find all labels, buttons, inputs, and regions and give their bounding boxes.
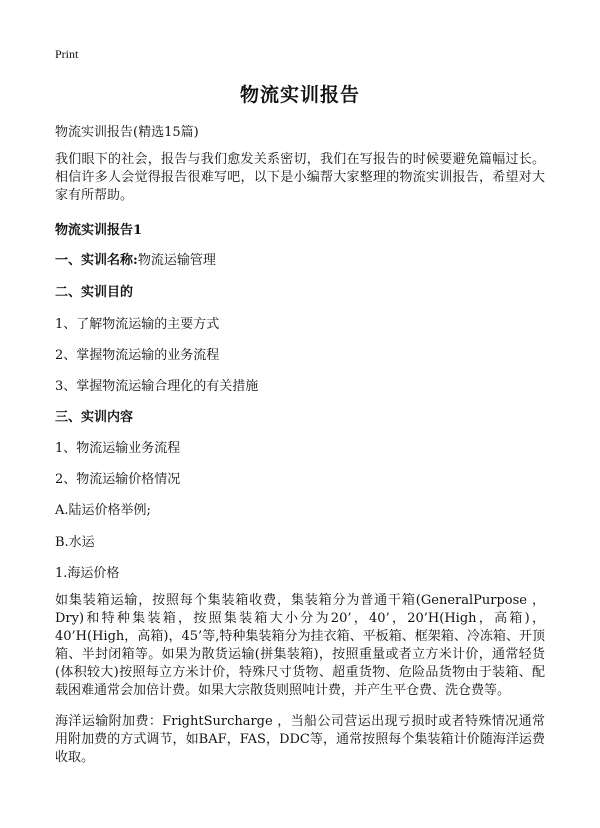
intro-paragraph: 我们眼下的社会，报告与我们愈发关系密切，我们在写报告的时候要避免篇幅过长。相信许多人会觉得报告很难写吧，以下是小编帮大家整理的物流实训报告，希望对大家有所帮助。 bbox=[55, 152, 545, 203]
section1-value: 物流运输管理 bbox=[137, 253, 216, 268]
goal-item: 1、了解物流运输的主要方式 bbox=[55, 317, 220, 332]
section1-line bbox=[55, 249, 216, 268]
sub-item-b1: 1.海运价格 bbox=[55, 566, 120, 581]
surcharge-paragraph: 海洋运输附加费：FrightSurcharge ，当船公司营运出现亏损时或者特殊情况通常用附加费的方式调节，如BAF，FAS，DDC等，通常按照每个集装箱计价随海洋运费收取。 bbox=[55, 714, 545, 765]
section3-heading: 三、实训内容 bbox=[55, 410, 134, 425]
print-label: Print bbox=[55, 47, 79, 61]
goal-item: 2、掌握物流运输的业务流程 bbox=[55, 348, 220, 363]
page-title: 物流实训报告 bbox=[239, 84, 360, 106]
content-item: 2、物流运输价格情况 bbox=[55, 472, 181, 487]
sub-item-a: A.陆运价格举例; bbox=[55, 503, 151, 518]
sea-freight-paragraph: 如集装箱运输，按照每个集装箱收费，集装箱分为普通干箱(GeneralPurpose ，Dry)和特种集装箱，按照集装箱大小分为20’，40’，20’H(High，高箱)，40’H(High，高箱)，45’等,特种集装箱分为挂衣箱、平板箱、框架箱、冷冻箱、开顶箱、半封闭箱等。如果为散货运输(拼集装箱)，按照重量或者立方米计价，通常轻货(体积较大)按照每立方米计价，特殊尺寸货物、超重货物、危险品货物由于装箱、配载困难通常会加倍计费。如果大宗散货则照吨计费，并产生平仓费、洗仓费等。 bbox=[55, 593, 545, 698]
goal-item: 3、掌握物流运输合理化的有关措施 bbox=[55, 379, 259, 394]
section1-label: 一、实训名称: bbox=[55, 253, 138, 268]
report1-heading: 物流实训报告1 bbox=[55, 223, 143, 238]
sub-item-b: B.水运 bbox=[55, 535, 95, 550]
content-item: 1、物流运输业务流程 bbox=[55, 441, 181, 456]
subtitle: 物流实训报告(精选15篇) bbox=[55, 125, 199, 140]
section2-heading: 二、实训目的 bbox=[55, 285, 134, 300]
